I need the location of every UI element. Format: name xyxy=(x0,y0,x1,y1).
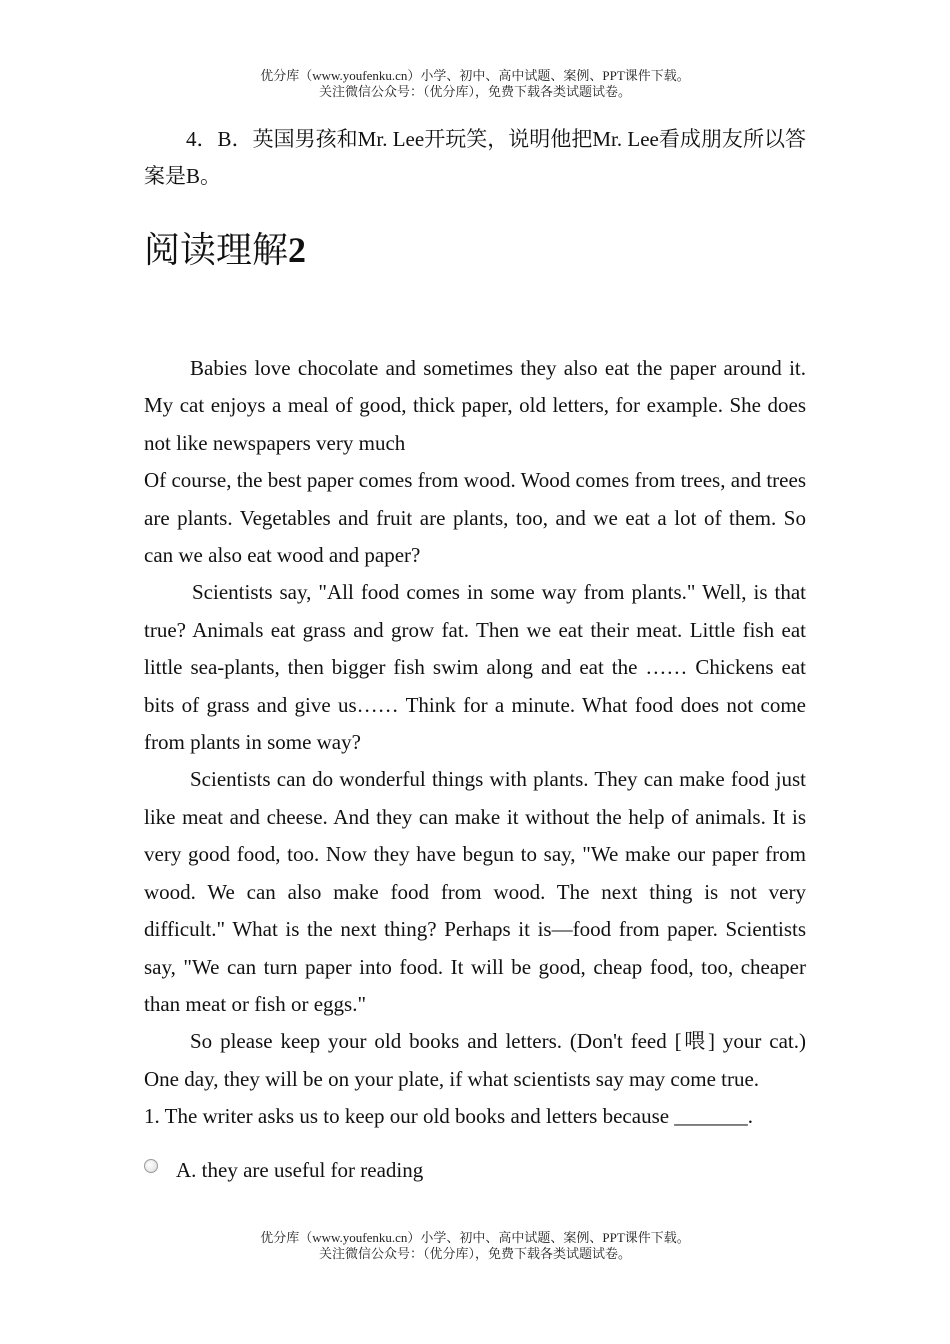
option-a-label: A. they are useful for reading xyxy=(176,1158,424,1182)
option-a[interactable] xyxy=(144,1153,423,1187)
passage-paragraph-1: Babies love chocolate and sometimes they also eat the paper around it. My cat enjoys a meal of good, thick paper, old letters, for example. She does not like newspapers very much xyxy=(144,356,806,455)
passage-paragraph-4: Scientists can do wonderful things with plants. They can make food just like meat and cheese. And they can make it without the help of animals. It is very good food, too. Now they have begun to say, "We make our paper from wood. We can also make food from wood. The next thing is not very difficult." What is the next thing? Perhaps it is—food from paper. Scientists say, "We can turn paper into food. It will be good, cheap food, too, cheaper than meat or fish or eggs." xyxy=(144,767,806,1016)
page-header xyxy=(0,68,950,100)
footer-line-1: 优分库（www.youfenku.cn）小学、初中、高中试题、案例、PPT课件下载。 xyxy=(260,1230,690,1245)
header-line-1: 优分库（www.youfenku.cn）小学、初中、高中试题、案例、PPT课件下载。 xyxy=(260,68,690,83)
section-title-text: 阅读理解 xyxy=(144,230,289,270)
section-title-number: 2 xyxy=(288,230,307,270)
reading-passage xyxy=(144,350,806,1136)
passage-paragraph-3: Scientists say, "All food comes in some way from plants." Well, is that true? Animals eat grass and grow fat. Then we eat their meat. Little fish eat little sea-plants, then bigger fish swim along and eat the …… Chickens eat bits of grass and give us…… Think for a minute. What food does not come from plants in some way? xyxy=(144,580,806,755)
answer-explanation: 4．B．英国男孩和Mr. Lee开玩笑，说明他把Mr. Lee看成朋友所以答案是B。 xyxy=(144,127,806,188)
question-1: 1. The writer asks us to keep our old books and letters because _______. xyxy=(144,1104,754,1129)
section-title xyxy=(144,226,306,274)
header-line-2: 关注微信公众号：（优分库），免费下载各类试题试卷。 xyxy=(318,84,631,99)
footer-line-2: 关注微信公众号：（优分库），免费下载各类试题试卷。 xyxy=(318,1246,631,1261)
radio-button-icon[interactable] xyxy=(144,1159,158,1173)
page-footer xyxy=(0,1230,950,1262)
passage-paragraph-2: Of course, the best paper comes from wood. Wood comes from trees, and trees are plants. Vegetables and fruit are plants, too, and we eat a lot of them. So can we also eat wood and paper? xyxy=(144,468,806,568)
passage-paragraph-5: So please keep your old books and letters. (Don't feed [喂] your cat.) One day, they will be on your plate, if what scientists say may come true. xyxy=(144,1029,806,1091)
